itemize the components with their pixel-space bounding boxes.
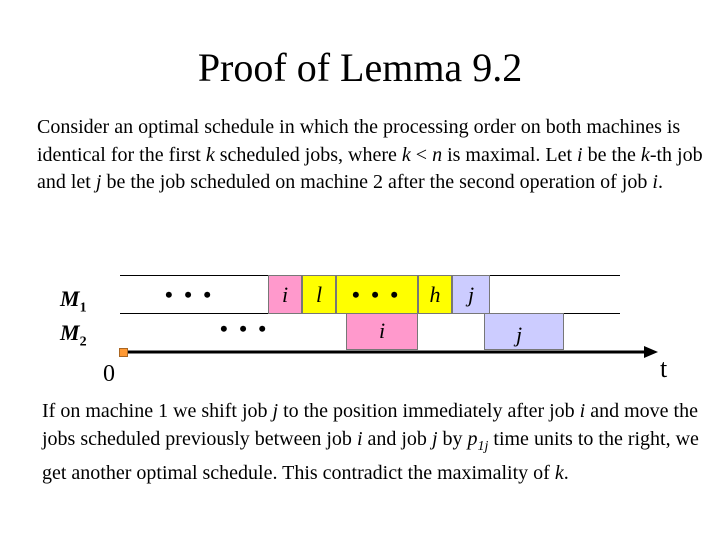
text-segment: k bbox=[401, 143, 411, 166]
text-segment: j bbox=[272, 400, 279, 422]
text-segment: and job bbox=[362, 427, 432, 450]
m1-job-i-label: i bbox=[281, 282, 289, 307]
text-segment: . bbox=[657, 171, 663, 193]
text-segment: j bbox=[95, 171, 102, 193]
text-segment: k bbox=[640, 143, 650, 166]
m1-ellipsis: • • • bbox=[165, 282, 215, 307]
text-segment: p bbox=[467, 427, 478, 450]
text-segment: be the bbox=[582, 143, 641, 166]
text-segment: j bbox=[431, 427, 438, 450]
text-segment: k bbox=[554, 462, 564, 484]
text-segment: i bbox=[356, 427, 363, 450]
text-segment: Consider an optimal schedule in which the processing order on both machines is identical for the first bbox=[37, 116, 681, 166]
m2-job-i-label: i bbox=[378, 318, 386, 343]
m1-job-group-dots: • • • bbox=[352, 282, 402, 307]
machine-2-label: $M_2$ bbox=[60, 320, 87, 350]
m2-job-j-label: j bbox=[515, 322, 523, 347]
machine-1-label: $M_1$ bbox=[60, 286, 87, 316]
text-segment: is maximal. Let bbox=[442, 143, 578, 166]
origin-label: 0 bbox=[103, 361, 115, 387]
m1-job-h-label: h bbox=[429, 282, 441, 307]
text-segment: 1j bbox=[477, 438, 489, 454]
text-segment: time units to the right, we get another optimal schedule. This contradict the maximality of bbox=[42, 427, 699, 484]
m2-ellipsis: • • • bbox=[220, 316, 270, 341]
text-segment: If on machine 1 we shift job bbox=[42, 400, 273, 422]
text-segment: to the position immediately after job bbox=[278, 400, 580, 422]
text-segment: i bbox=[652, 171, 658, 193]
text-segment: -th job and let bbox=[37, 143, 703, 193]
text-segment: by bbox=[437, 427, 468, 450]
text-segment: scheduled jobs, where bbox=[214, 143, 402, 166]
text-segment: i bbox=[577, 143, 583, 166]
text-segment: < bbox=[410, 143, 433, 166]
m1-job-j-label: j bbox=[467, 282, 475, 307]
text-segment: and move the jobs scheduled previously between job bbox=[42, 400, 698, 450]
text-segment: k bbox=[205, 143, 215, 166]
text-segment: be the job scheduled on machine 2 after the second operation of job bbox=[101, 171, 653, 193]
origin-marker bbox=[119, 348, 128, 357]
text-segment: . bbox=[563, 462, 569, 484]
m1-job-l-label: l bbox=[315, 282, 323, 307]
text-segment: n bbox=[432, 143, 443, 166]
slide-title: Proof of Lemma 9.2 bbox=[197, 45, 523, 90]
text-segment: i bbox=[579, 400, 586, 422]
time-label: t bbox=[660, 354, 668, 383]
conclusion-paragraph bbox=[42, 398, 712, 488]
